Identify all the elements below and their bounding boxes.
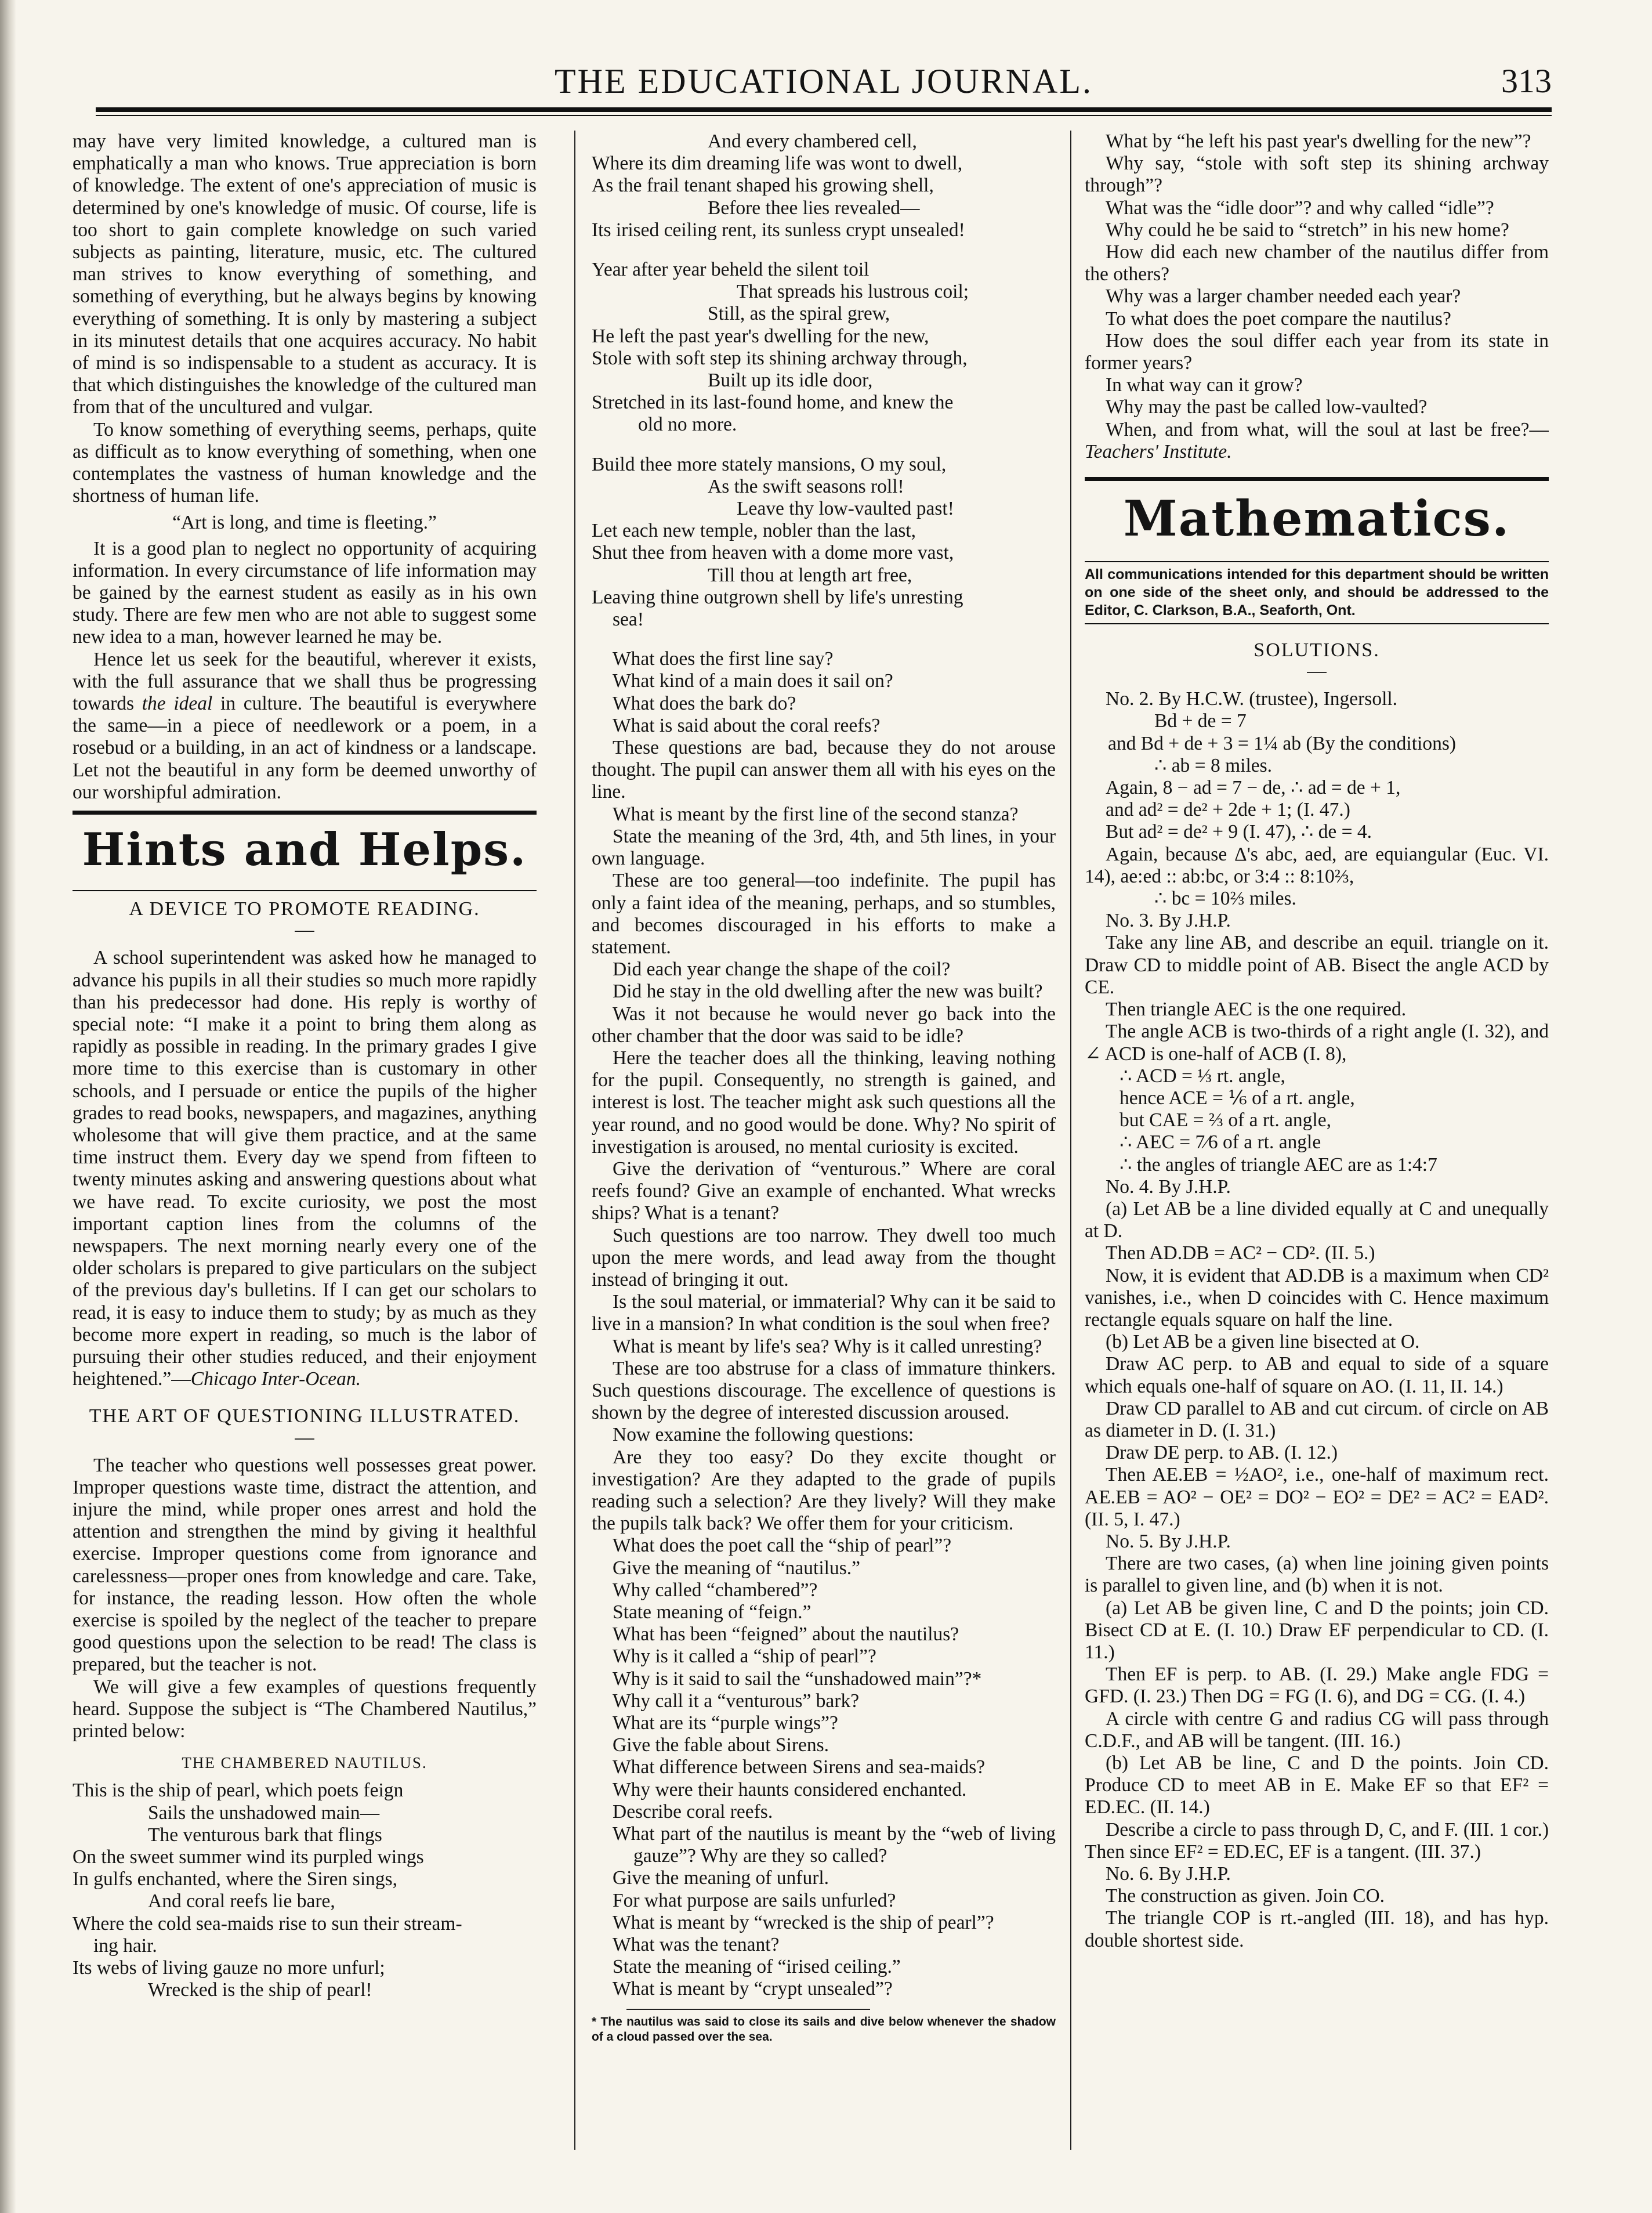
- section-heading-mathematics: Mathematics.: [1123, 490, 1510, 548]
- source-credit: Chicago Inter-Ocean.: [190, 1368, 361, 1390]
- question: Why was a larger chamber needed each year?: [1106, 285, 1461, 308]
- question: What by “he left his past year's dwelling for the new”?: [1106, 131, 1531, 152]
- question: Why is it said to sail the “unshadowed main”?*: [613, 1668, 982, 1690]
- question: What part of the nautilus is meant by the “web of living gauze”? Why are they so called?: [613, 1823, 1056, 1867]
- stanza-gap: [592, 436, 1056, 454]
- question: What has been “feigned” about the nautilus?: [613, 1623, 959, 1646]
- solution-line: hence ACE = ⅙ of a rt. angle,: [1120, 1087, 1355, 1109]
- column-left: [73, 131, 537, 2150]
- poem-title: THE CHAMBERED NAUTILUS.: [182, 1754, 428, 1772]
- question: Why were their haunts considered enchanted.: [613, 1778, 967, 1800]
- page-header: [96, 58, 1552, 104]
- footnote-rule: [626, 2009, 870, 2010]
- article-title: THE ART OF QUESTIONING ILLUSTRATED.: [89, 1405, 520, 1427]
- solution-line: Then EF is perp. to AB. (I. 29.) Make angle FDG = GFD. (I. 23.) Then DG = FG (I. 6), and DG = CG. (I. 4.): [1085, 1664, 1549, 1708]
- title-dash: —: [1307, 660, 1327, 682]
- column-divider: [1070, 131, 1071, 2150]
- paragraph: We will give a few examples of questions frequently heard. Suppose the subject is “The Chambered Nautilus,” printed below:: [73, 1676, 537, 1742]
- paragraph: Was it not because he would never go back into the other chamber that the door was said to be idle?: [592, 1003, 1056, 1047]
- solution-line: The angle ACB is two-thirds of a right angle (I. 32), and ∠ ACD is one-half of ACB (I. 8),: [1085, 1021, 1549, 1065]
- poem-stanza: And every chambered cell, Where its dim dreaming life was wont to dwell, As the frail tenant shaped his growing shell, Before thee lies revealed— Its irised ceiling rent, its sunless crypt unsealed!: [592, 131, 965, 241]
- poem-stanza: This is the ship of pearl, which poets feign Sails the unshadowed main— The venturous bark that flings On the sweet summer wind its purpled wings In gulfs enchanted, where the Siren sings, And coral reefs lie bare, Where the cold sea-maids rise to sun their stream- ing hair. Its webs of living gauze no more unfurl; Wrecked is the ship of pearl!: [73, 1780, 462, 2001]
- solution-line: Now, it is evident that AD.DB is a maximum when CD² vanishes, i.e., when D coincides with C. Hence maximum rectangle equals square on half the line.: [1085, 1264, 1549, 1330]
- question: What are its “purple wings”?: [613, 1712, 838, 1734]
- section-gap: [592, 631, 1056, 648]
- solution-line: ∴ bc = 10⅔ miles.: [1154, 888, 1296, 910]
- solution-line: No. 6. By J.H.P.: [1106, 1863, 1231, 1885]
- solution-line: Then AD.DB = AC² − CD². (II. 5.): [1106, 1242, 1375, 1264]
- journal-title: THE EDUCATIONAL JOURNAL.: [554, 62, 1093, 100]
- paragraph: Did each year change the shape of the coil?: [613, 959, 951, 981]
- solution-line: No. 2. By H.C.W. (trustee), Ingersoll.: [1106, 688, 1398, 710]
- question: When, and from what, will the soul at last be free?—Teachers' Institute.: [1085, 418, 1549, 462]
- question: What difference between Sirens and sea-maids?: [613, 1756, 986, 1778]
- solution-line: (b) Let AB be line, C and D the points. Join CD. Produce CD to meet AB in E. Make EF so that EF² = ED.EC. (II. 14.): [1085, 1752, 1549, 1818]
- question: What was the tenant?: [613, 1934, 780, 1956]
- question: State the meaning of “irised ceiling.”: [613, 1956, 901, 1978]
- question: Give the meaning of “nautilus.”: [613, 1557, 860, 1579]
- question: Why could he be said to “stretch” in his new home?: [1106, 219, 1509, 241]
- question: What is meant by “wrecked is the ship of pearl”?: [613, 1911, 994, 1933]
- header-rule: [96, 107, 1552, 112]
- question: What is said about the coral reefs?: [613, 714, 881, 736]
- column-divider: [574, 131, 575, 2150]
- solution-line: Draw AC perp. to AB and equal to side of a square which equals one-half of square on AO. (I. 11, II. 14.): [1085, 1353, 1549, 1397]
- solution-line: Again, 8 − ad = 7 − de, ∴ ad = de + 1,: [1106, 777, 1401, 799]
- editor-note: All communications intended for this department should be written on one side of the sheet only, and should be addressed to the Editor, C. Clarkson, B.A., Seaforth, Ont.: [1085, 566, 1549, 619]
- paragraph: What is meant by the first line of the second stanza?: [613, 803, 1019, 825]
- question: What is meant by “crypt unsealed”?: [613, 1978, 893, 2000]
- title-dash: —: [295, 919, 314, 941]
- solution-line: Take any line AB, and describe an equil. triangle on it. Draw CD to middle point of AB. Bisect the angle ACD by CE.: [1085, 932, 1549, 998]
- question: Why may the past be called low-vaulted?: [1106, 396, 1428, 418]
- paragraph: It is a good plan to neglect no opportunity of acquiring information. In every circumstance of life information may be gained by the earnest student as easily as in his own study. There are few men who are not able to suggest some new idea to a man, however learned he may be.: [73, 537, 537, 648]
- section-heading-hints: Hints and Helps.: [82, 823, 527, 877]
- paragraph: Are they too easy? Do they excite thought or investigation? Are they adapted to the grade of pupils reading such a selection? Are they lively? Will they make the pupils talk back? We offer them for your criticism.: [592, 1446, 1056, 1535]
- paragraph: Now examine the following questions:: [613, 1424, 914, 1446]
- paragraph: Did he stay in the old dwelling after the new was built?: [613, 981, 1043, 1003]
- solution-line: Bd + de = 7: [1154, 710, 1247, 732]
- section-rule: [1085, 477, 1549, 481]
- question: Give the meaning of unfurl.: [613, 1867, 829, 1889]
- solution-line: The construction as given. Join CO.: [1106, 1885, 1385, 1907]
- question: How did each new chamber of the nautilus differ from the others?: [1085, 241, 1549, 285]
- page-number: 313: [1501, 62, 1552, 100]
- solution-line: No. 4. By J.H.P.: [1106, 1176, 1231, 1198]
- section-rule: [73, 890, 537, 891]
- question: Why call it a “venturous” bark?: [613, 1690, 860, 1712]
- footnote: * The nautilus was said to close its sails and dive below whenever the shadow of a cloud passed over the sea.: [592, 2015, 1056, 2044]
- paragraph: A school superintendent was asked how he managed to advance his pupils in all their studies so much more rapidly than his predecessor had done. His reply is worthy of special note: “I make it a point to bring them along as rapidly as possible in reading. In the primary grades I give more time to this exercise than is customary in other schools, and I persuade or entice the pupils of the higher grades to read books, newspapers, and magazines, anything wholesome that will give them practice, and at the same time instruct them. Every day we spend from fifteen to twenty minutes asking and answering questions about what we have read. To excite curiosity, we post the most important caption lines from the columns of the newspapers. The next morning nearly every one of the older scholars is prepared to give particulars on the subject of the previous day's bulletins. If I can get our scholars to read, it is easy to induce them to study; by as much as they become more expert in reading, so much is the labor of pursuing their other studies reduced, and their enjoyment heightened.”—Chicago Inter-Ocean.: [73, 947, 537, 1390]
- paragraph: Such questions are too narrow. They dwell too much upon the mere words, and lead away from the thought instead of bringing it out.: [592, 1224, 1056, 1290]
- solution-line: (a) Let AB be a line divided equally at C and unequally at D.: [1085, 1198, 1549, 1242]
- paragraph: These questions are bad, because they do not arouse thought. The pupil can answer them all with his eyes on the line.: [592, 737, 1056, 803]
- poem-stanza: Build thee more stately mansions, O my soul, As the swift seasons roll! Leave thy low-vaulted past! Let each new temple, nobler than the last, Shut thee from heaven with a dome more vast, Till thou at length art free, Leaving thine outgrown shell by life's unresting sea!: [592, 453, 963, 631]
- question: How does the soul differ each year from its state in former years?: [1085, 330, 1549, 374]
- poem-stanza: Year after year beheld the silent toil That spreads his lustrous coil; Still, as the spiral grew, He left the past year's dwelling for the new, Stole with soft step its shining archway through, Built up its idle door, Stretched in its last-found home, and knew the old no more.: [592, 259, 969, 436]
- paragraph: Here the teacher does all the thinking, leaving nothing for the pupil. Consequently, no strength is gained, and interest is lost. The teacher might ask such questions all the year round, and no good would be done. Why? No spirit of investigation is aroused, no mental curiosity is excited.: [592, 1047, 1056, 1158]
- section-rule: [73, 811, 537, 815]
- solution-line: But ad² = de² + 9 (I. 47), ∴ de = 4.: [1106, 821, 1372, 843]
- solution-line: Draw CD parallel to AB and cut circum. of circle on AB as diameter in D. (I. 31.): [1085, 1397, 1549, 1441]
- question: What does the bark do?: [613, 692, 796, 714]
- section-rule: [1085, 561, 1549, 562]
- column-middle: [592, 131, 1056, 2150]
- question: What does the first line say?: [613, 648, 834, 670]
- column-right: [1085, 131, 1549, 2150]
- paragraph: Hence let us seek for the beautiful, wherever it exists, with the full assurance that we shall thus be progressing towards the ideal in culture. The beautiful is everywhere the same—in a piece of needlework or a poem, in a rosebud or a building, in an act of kindness or a landscape. Let not the beautiful in any form be deemed unworthy of our worshipful admiration.: [73, 648, 537, 803]
- solution-line: ∴ ACD = ⅓ rt. angle,: [1120, 1065, 1285, 1087]
- solution-line: ∴ ab = 8 miles.: [1154, 754, 1273, 776]
- paragraph: Is the soul material, or immaterial? Why can it be said to live in a mansion? In what condition is the soul when free?: [592, 1291, 1056, 1335]
- emphasis: the ideal: [142, 693, 213, 715]
- paragraph: Give the derivation of “venturous.” Where are coral reefs found? Give an example of enchanted. What wrecks ships? What is a tenant?: [592, 1158, 1056, 1224]
- article-title: A DEVICE TO PROMOTE READING.: [129, 898, 480, 920]
- solution-line: and Bd + de + 3 = 1¼ ab (By the conditions): [1108, 732, 1457, 754]
- page-edge-shadow: [0, 0, 16, 2213]
- solution-line: ∴ AEC = 7⁄6 of a rt. angle: [1120, 1131, 1321, 1153]
- quotation: “Art is long, and time is fleeting.”: [172, 512, 437, 534]
- solutions-list: [1085, 688, 1549, 1952]
- paragraph: To know something of everything seems, perhaps, quite as difficult as to know everything of something, when one contemplates the vastness of human knowledge and the shortness of human life.: [73, 418, 537, 507]
- paragraph: State the meaning of the 3rd, 4th, and 5th lines, in your own language.: [592, 825, 1056, 870]
- question: What kind of a main does it sail on?: [613, 670, 893, 692]
- paragraph: These are too general—too indefinite. The pupil has only a faint idea of the meaning, perhaps, and so stumbles, and becomes discouraged in his efforts to make a statement.: [592, 870, 1056, 958]
- solution-line: Draw DE perp. to AB. (I. 12.): [1106, 1442, 1338, 1464]
- question: Describe coral reefs.: [613, 1800, 773, 1823]
- title-dash: —: [295, 1426, 314, 1448]
- header-rule-thin: [96, 115, 1552, 116]
- section-rule: [1085, 623, 1549, 624]
- solution-line: There are two cases, (a) when line joining given points is parallel to given line, and (b) when it is not.: [1085, 1553, 1549, 1597]
- solution-line: No. 3. By J.H.P.: [1106, 910, 1231, 932]
- question: State meaning of “feign.”: [613, 1601, 811, 1623]
- solution-line: Then triangle AEC is the one required.: [1106, 999, 1407, 1021]
- paragraph: The teacher who questions well possesses great power. Improper questions waste time, distract the attention, and injure the mind, while proper ones arrest and hold the attention and strengthen the mind by giving it healthful exercise. Improper questions come from ignorance and carelessness—proper ones from knowledge and care. Take, for instance, the reading lesson. How often the whole exercise is spoiled by the neglect of the teacher to prepare good questions upon the selection to be read! The class is prepared, but the teacher is not.: [73, 1454, 537, 1676]
- solution-line: A circle with centre G and radius CG will pass through C.D.F., and AB will be tangent. (III. 16.): [1085, 1708, 1549, 1752]
- stanza-gap: [592, 241, 1056, 259]
- solution-line: (a) Let AB be given line, C and D the points; join CD. Bisect CD at E. (I. 10.) Draw EF perpendicular to CD. (I. 11.): [1085, 1597, 1549, 1663]
- solution-line: Again, because Δ's abc, aed, are equiangular (Euc. VI. 14), ae:ed :: ab:bc, or 3:4 :: 8:10⅔,: [1085, 843, 1549, 887]
- solutions-title: SOLUTIONS.: [1254, 639, 1380, 661]
- solution-line: but CAE = ⅔ of a rt. angle,: [1120, 1109, 1331, 1131]
- question: Why is it called a “ship of pearl”?: [613, 1646, 876, 1668]
- question: What does the poet call the “ship of pearl”?: [613, 1535, 952, 1557]
- question: For what purpose are sails unfurled?: [613, 1889, 896, 1911]
- paragraph: These are too abstruse for a class of immature thinkers. Such questions discourage. The excellence of questions is shown by the degree of interested discussion aroused.: [592, 1357, 1056, 1424]
- solution-line: ∴ the angles of triangle AEC are as 1:4:7: [1120, 1153, 1437, 1176]
- question: Why called “chambered”?: [613, 1579, 818, 1601]
- solution-line: Then AE.EB = ½AO², i.e., one-half of maximum rect. AE.EB = AO² − OE² = DO² − EO² = DE² = AC² = EAD². (II. 5, I. 47.): [1085, 1464, 1549, 1530]
- solution-line: (b) Let AB be a given line bisected at O.: [1106, 1331, 1420, 1353]
- paragraph: may have very limited knowledge, a cultured man is emphatically a man who knows. True appreciation is born of knowledge. The extent of one's appreciation of music is determined by one's knowledge of music. Of course, life is too short to gain complete knowledge on such varied subjects as painting, literature, music, etc. The cultured man strives to know everything of something, and something of everything, but he always begins by knowing everything of something. It is only by mastering a subject in its minutest details that one acquires accuracy. No habit of mind is so indispensable to a student as accuracy. It is that which distinguishes the knowledge of the cultured man from that of the uncultured and vulgar.: [73, 131, 537, 418]
- solution-line: The triangle COP is rt.-angled (III. 18), and has hyp. double shortest side.: [1085, 1907, 1549, 1951]
- question: Give the fable about Sirens.: [613, 1734, 829, 1756]
- question: What was the “idle door”? and why called “idle”?: [1106, 197, 1494, 219]
- solution-line: and ad² = de² + 2de + 1; (I. 47.): [1106, 799, 1350, 821]
- paragraph: What is meant by life's sea? Why is it called unresting?: [613, 1335, 1042, 1357]
- solution-line: Describe a circle to pass through D, C, and F. (III. 1 cor.) Then since EF² = ED.EC, EF is a tangent. (III. 37.): [1085, 1818, 1549, 1863]
- question: In what way can it grow?: [1106, 374, 1303, 396]
- source-credit: Teachers' Institute.: [1085, 440, 1232, 462]
- solution-line: No. 5. By J.H.P.: [1106, 1530, 1231, 1552]
- question: To what does the poet compare the nautilus?: [1106, 308, 1451, 330]
- question: Why say, “stole with soft step its shining archway through”?: [1085, 153, 1549, 197]
